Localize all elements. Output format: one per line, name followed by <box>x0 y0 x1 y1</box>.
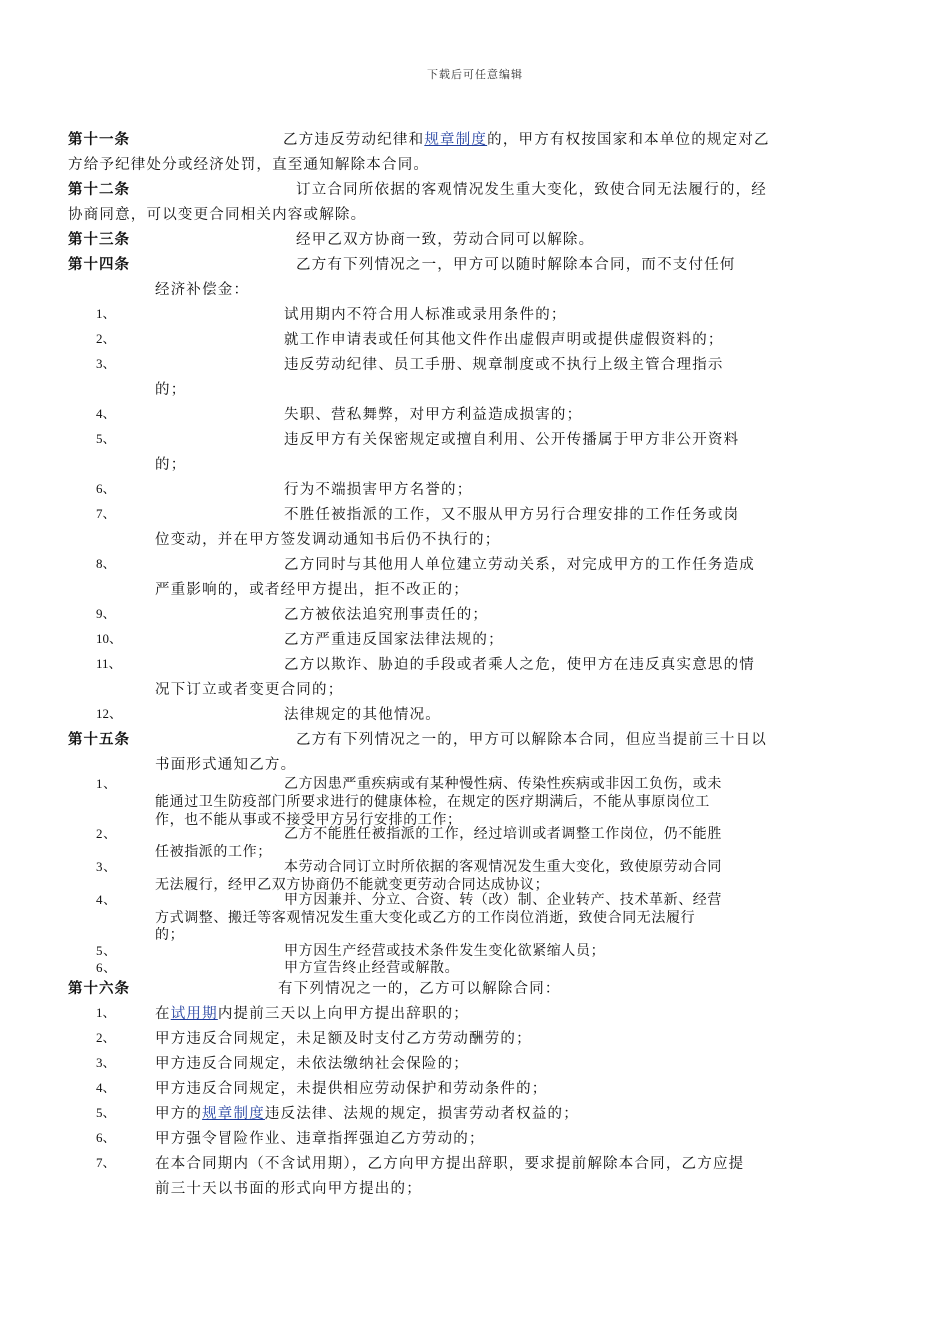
text-segment: 的，甲方有权按国家和本单位的规定对乙 <box>487 132 770 148</box>
item-index: 6、 <box>96 1130 116 1145</box>
item-text: 行为不端损害甲方名誉的； <box>284 482 473 498</box>
item-index: 5、 <box>96 1105 116 1120</box>
item-text-cont: 况下订立或者变更合同的； <box>155 682 344 698</box>
item-text: 法律规定的其他情况。 <box>284 707 441 723</box>
item-text: 乙方不能胜任被指派的工作，经过培训或者调整工作岗位，仍不能胜 <box>284 826 722 842</box>
article-text-cont: 经济补偿金： <box>155 282 250 298</box>
article-number: 第十三条 <box>68 231 130 248</box>
item-text: 甲方因生产经营或技术条件发生变化欲紧缩人员； <box>284 943 606 959</box>
item-text: 违反甲方有关保密规定或擅自利用、公开传播属于甲方非公开资料 <box>284 432 740 448</box>
article-number: 第十四条 <box>68 256 130 273</box>
item-index: 2、 <box>96 826 117 841</box>
item-index: 5、 <box>96 431 116 446</box>
text-segment: 甲方的 <box>155 1106 203 1122</box>
item-index: 4、 <box>96 892 117 907</box>
item-text: 乙方因患严重疾病或有某种慢性病、传染性疾病或非因工负伤，或未 <box>284 776 722 792</box>
item-text: 乙方以欺诈、胁迫的手段或者乘人之危，使甲方在违反真实意思的情 <box>284 657 755 673</box>
item-text: 失职、营私舞弊，对甲方利益造成损害的； <box>284 407 583 423</box>
item-text-cont: 作，也不能从事或不接受甲方另行安排的工作； <box>155 812 462 828</box>
item-text: 试用期内不符合用人标准或录用条件的； <box>284 307 567 323</box>
item-text: 在本合同期内（不含试用期），乙方向甲方提出辞职，要求提前解除本合同，乙方应提 <box>155 1156 745 1172</box>
item-index: 3、 <box>96 1055 116 1070</box>
item-text-cont: 能通过卫生防疫部门所要求进行的健康体检，在规定的医疗期满后，不能从事原岗位工 <box>155 794 710 810</box>
text-segment: 乙方违反劳动纪律和 <box>283 132 425 148</box>
article-number: 第十一条 <box>68 131 130 148</box>
item-text <box>155 1002 469 1023</box>
item-index: 8、 <box>96 556 116 571</box>
item-index: 6、 <box>96 481 116 496</box>
item-text: 违反劳动纪律、员工手册、规章制度或不执行上级主管合理指示 <box>284 357 724 373</box>
item-index: 7、 <box>96 506 116 521</box>
item-text-cont: 位变动，并在甲方签发调动通知书后仍不执行的； <box>155 532 501 548</box>
page-header: 下载后可任意编辑 <box>427 68 523 81</box>
article-text: 有下列情况之一的，乙方可以解除合同： <box>278 981 561 997</box>
item-index: 3、 <box>96 859 117 874</box>
article-text: 经甲乙双方协商一致，劳动合同可以解除。 <box>296 232 595 248</box>
item-text: 甲方宣告终止经营或解散。 <box>284 960 460 976</box>
item-index: 1、 <box>96 1005 116 1020</box>
item-index: 3、 <box>96 356 116 371</box>
item-text-cont: 前三十天以书面的形式向甲方提出的； <box>155 1181 422 1197</box>
item-text: 乙方被依法追究刑事责任的； <box>284 607 489 623</box>
item-text: 甲方强令冒险作业、违章指挥强迫乙方劳动的； <box>155 1131 485 1147</box>
item-text <box>155 1102 579 1123</box>
article-text <box>283 128 770 149</box>
item-text: 本劳动合同订立时所依据的客观情况发生重大变化，致使原劳动合同 <box>284 859 722 875</box>
item-index: 2、 <box>96 1030 116 1045</box>
article-text: 订立合同所依据的客观情况发生重大变化，致使合同无法履行的，经 <box>296 182 767 198</box>
article-text: 乙方有下列情况之一的，甲方可以解除本合同，但应当提前三十日以 <box>296 732 767 748</box>
article-number: 第十五条 <box>68 731 130 748</box>
item-text: 不胜任被指派的工作，又不服从甲方另行合理安排的工作任务或岗 <box>284 507 740 523</box>
item-text-cont: 严重影响的，或者经甲方提出，拒不改正的； <box>155 582 469 598</box>
item-text: 甲方违反合同规定，未提供相应劳动保护和劳动条件的； <box>155 1081 548 1097</box>
item-text-cont: 的； <box>155 382 187 398</box>
item-text-cont: 方式调整、搬迁等客观情况发生重大变化或乙方的工作岗位消逝，致使合同无法履行 <box>155 910 696 926</box>
text-segment: 违反法律、法规的规定，损害劳动者权益的； <box>264 1106 579 1122</box>
item-index: 4、 <box>96 1080 116 1095</box>
rules-link[interactable]: 规章制度 <box>424 132 488 148</box>
item-text: 乙方同时与其他用人单位建立劳动关系，对完成甲方的工作任务造成 <box>284 557 755 573</box>
article-text-cont: 书面形式通知乙方。 <box>155 757 297 773</box>
article-number: 第十二条 <box>68 181 130 198</box>
article-text-cont: 协商同意，可以变更合同相关内容或解除。 <box>68 207 367 223</box>
item-index: 7、 <box>96 1155 116 1170</box>
item-text: 就工作申请表或任何其他文件作出虚假声明或提供虚假资料的； <box>284 332 724 348</box>
item-text-cont: 的； <box>155 927 185 943</box>
item-index: 6、 <box>96 960 117 975</box>
text-segment: 在 <box>155 1006 171 1022</box>
item-index: 11、 <box>96 656 122 671</box>
item-text: 甲方因兼并、分立、合资、转（改）制、企业转产、技术革新、经营 <box>284 892 722 908</box>
item-text-cont: 无法履行，经甲乙双方协商仍不能就变更劳动合同达成协议； <box>155 877 550 893</box>
probation-link[interactable]: 试用期 <box>170 1006 218 1022</box>
item-index: 1、 <box>96 306 116 321</box>
article-number: 第十六条 <box>68 980 130 997</box>
rules-link[interactable]: 规章制度 <box>202 1106 265 1122</box>
item-index: 1、 <box>96 776 117 791</box>
item-index: 10、 <box>96 631 123 646</box>
item-index: 5、 <box>96 943 117 958</box>
item-index: 9、 <box>96 606 116 621</box>
item-index: 4、 <box>96 406 116 421</box>
item-index: 12、 <box>96 706 123 721</box>
text-segment: 内提前三天以上向甲方提出辞职的； <box>217 1006 470 1022</box>
item-text: 甲方违反合同规定，未依法缴纳社会保险的； <box>155 1056 469 1072</box>
item-text: 乙方严重违反国家法律法规的； <box>284 632 504 648</box>
item-text: 甲方违反合同规定，未足额及时支付乙方劳动酬劳的； <box>155 1031 532 1047</box>
item-index: 2、 <box>96 331 116 346</box>
item-text-cont: 任被指派的工作； <box>155 844 272 860</box>
article-text-cont: 方给予纪律处分或经济处罚，直至通知解除本合同。 <box>68 157 430 173</box>
article-text: 乙方有下列情况之一，甲方可以随时解除本合同，而不支付任何 <box>296 257 736 273</box>
item-text-cont: 的； <box>155 457 187 473</box>
